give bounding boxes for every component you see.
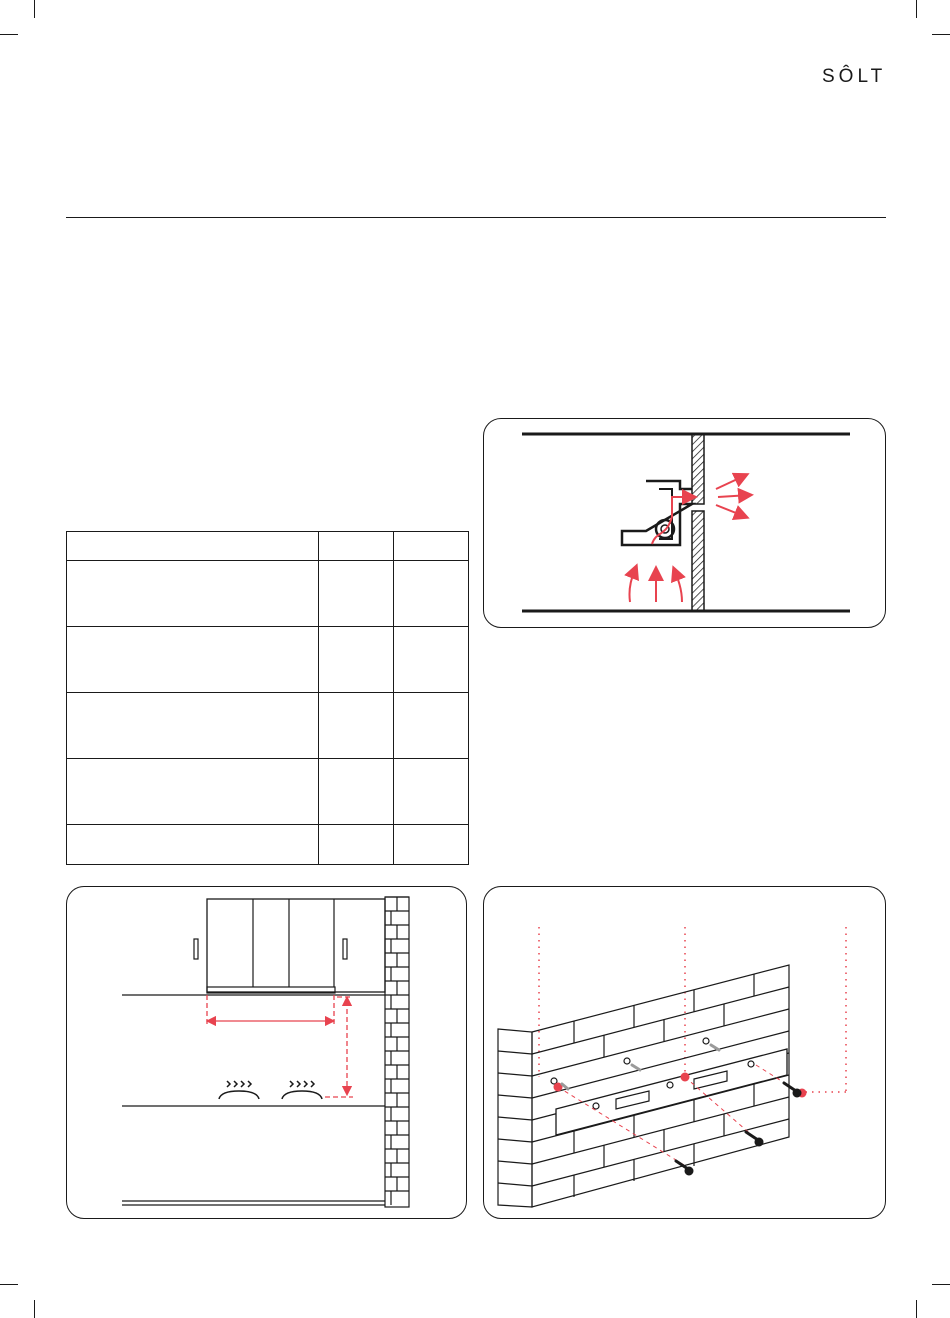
table-cell	[319, 825, 394, 865]
table-row	[67, 561, 469, 627]
table-cell	[319, 693, 394, 759]
crop-mark	[916, 0, 917, 18]
crop-mark	[34, 0, 35, 18]
spec-table	[66, 531, 469, 865]
brand-logo: SÔLT	[822, 66, 887, 87]
table-row	[67, 759, 469, 825]
vent-diagram-panel	[483, 418, 886, 628]
table-cell	[394, 759, 469, 825]
table-cell	[67, 532, 319, 561]
crop-mark	[932, 1284, 950, 1285]
table-cell	[319, 561, 394, 627]
table-cell	[394, 627, 469, 693]
clearance-diagram-panel	[66, 886, 467, 1219]
crop-mark	[0, 34, 18, 35]
wall-mount-diagram-panel	[483, 886, 886, 1219]
table-cell	[394, 561, 469, 627]
table-cell	[319, 759, 394, 825]
crop-mark	[0, 1284, 18, 1285]
table-cell	[67, 561, 319, 627]
table-cell	[394, 693, 469, 759]
header-rule	[66, 217, 886, 218]
table-cell	[67, 627, 319, 693]
crop-mark	[34, 1300, 35, 1318]
airflow-vent-diagram-icon	[484, 419, 886, 628]
crop-mark	[916, 1300, 917, 1318]
table-cell	[394, 532, 469, 561]
table-row	[67, 693, 469, 759]
table-header-row	[67, 532, 469, 561]
hood-clearance-diagram-icon	[67, 887, 467, 1219]
table-cell	[67, 759, 319, 825]
table-cell	[319, 532, 394, 561]
table-row	[67, 825, 469, 865]
table-cell	[67, 825, 319, 865]
table-cell	[319, 627, 394, 693]
wall-bracket-mounting-diagram-icon	[484, 887, 886, 1219]
crop-mark	[932, 34, 950, 35]
table-cell	[67, 693, 319, 759]
table-row	[67, 627, 469, 693]
table-cell	[394, 825, 469, 865]
